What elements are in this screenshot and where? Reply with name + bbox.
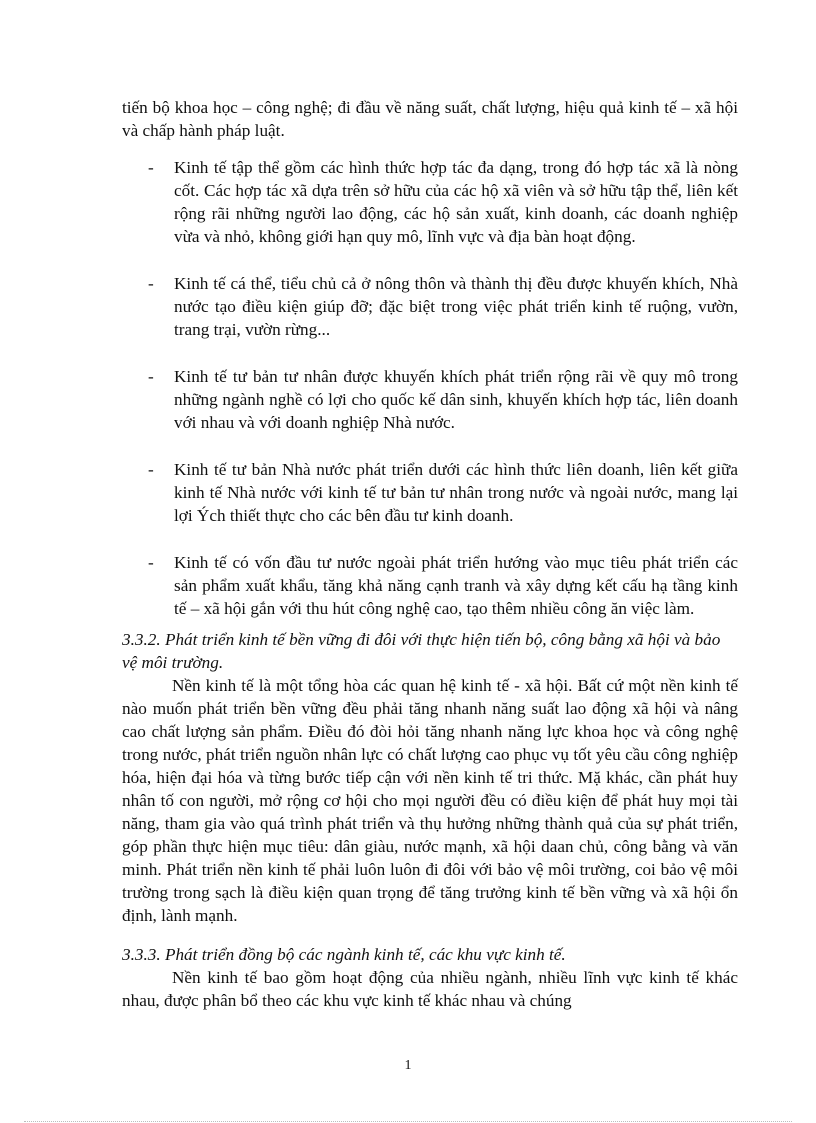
section-heading-3-3-2: 3.3.2. Phát triển kinh tế bền vững đi đôi với thực hiện tiến bộ, công bằng xã hội và bảo vệ môi trường.: [122, 630, 721, 672]
section-body-3-3-3: Nền kinh tế bao gồm hoạt động của nhiều ngành, nhiều lĩnh vực kinh tế khác nhau, được phân bổ theo các khu vực kinh tế khác nhau và chúng: [122, 968, 738, 1010]
list-item: [122, 365, 738, 434]
bullet-dash: -: [148, 460, 154, 479]
section-heading-3-3-3: 3.3.3. Phát triển đồng bộ các ngành kinh tế, các khu vực kinh tế.: [122, 945, 566, 964]
page-bottom-divider: [24, 1121, 792, 1122]
section-body-3-3-2: Nền kinh tế là một tổng hòa các quan hệ kinh tế - xã hội. Bất cứ một nền kinh tế nào muốn phát triển bền vững đều phải tăng nhanh năng suất lao động xã hội và nâng cao chất lượng sản phẩm. Điều đó đòi hỏi tăng nhanh năng lực khoa học và công nghệ trong nước, phát triển nguồn nhân lực có chất lượng cao phục vụ tốt yêu cầu công nghiệp hóa, hiện đại hóa và từng bước tiếp cận với nền kinh tế tri thức. Mặ khác, cần phát huy nhân tố con người, mở rộng cơ hội cho mọi người đều có điều kiện để phát huy mọi tài năng, tham gia vào quá trình phát triển và thụ hưởng những thành quả của sự phát triển, góp phần thực hiện mục tiêu: dân giàu, nước mạnh, xã hội daan chủ, công bằng và văn minh. Phát triển nền kinh tế phải luôn luôn đi đôi với bảo vệ môi trường, coi bảo vệ môi trường trong sạch là điều kiện quan trọng để tăng trưởng kinh tế bền vững và xã hội ổn định, lành mạnh.: [122, 676, 738, 925]
economic-sectors-list: [122, 156, 738, 644]
intro-paragraph: tiến bộ khoa học – công nghệ; đi đầu về năng suất, chất lượng, hiệu quả kinh tế – xã hội và chấp hành pháp luật.: [122, 98, 738, 140]
bullet-dash: -: [148, 367, 154, 386]
list-item-text: Kinh tế có vốn đầu tư nước ngoài phát triển hướng vào mục tiêu phát triển các sản phẩm xuất khẩu, tăng khả năng cạnh tranh và xây dựng kết cấu hạ tầng kinh tế – xã hội gắn với thu hút công nghệ cao, tạo thêm nhiều công ăn việc làm.: [174, 553, 738, 618]
page-number: 1: [404, 1058, 412, 1073]
bullet-dash: -: [148, 274, 154, 293]
list-item-text: Kinh tế tư bản Nhà nước phát triển dưới các hình thức liên doanh, liên kết giữa kinh tế Nhà nước với kinh tế tư bản tư nhân trong nước và ngoài nước, mang lại lợi Ých thiết thực cho các bên đầu tư kinh doanh.: [174, 460, 738, 525]
list-item: [122, 156, 738, 248]
list-item-text: Kinh tế tư bản tư nhân được khuyến khích phát triển rộng rãi về quy mô trong những ngành nghề có lợi cho quốc kế dân sinh, khuyến khích hợp tác, liên doanh với nhau và với doanh nghiệp Nhà nước.: [174, 367, 738, 432]
list-item: [122, 458, 738, 527]
bullet-dash: -: [148, 553, 154, 572]
list-item-text: Kinh tế tập thể gồm các hình thức hợp tác đa dạng, trong đó hợp tác xã là nòng cốt. Các hợp tác xã dựa trên sở hữu của các hộ xã viên và sở hữu tập thể, liên kết rộng rãi những người lao động, các hộ sản xuất, kinh doanh, các doanh nghiệp vừa và nhỏ, không giới hạn quy mô, lĩnh vực và địa bàn hoạt động.: [174, 158, 738, 246]
list-item: [122, 551, 738, 620]
list-item-text: Kinh tế cá thể, tiểu chủ cả ở nông thôn và thành thị đều được khuyến khích, Nhà nước tạo điều kiện giúp đỡ; đặc biệt trong việc phát triển kinh tế ruộng, vườn, trang trại, vườn rừng...: [174, 274, 738, 339]
bullet-dash: -: [148, 158, 154, 177]
list-item: [122, 272, 738, 341]
